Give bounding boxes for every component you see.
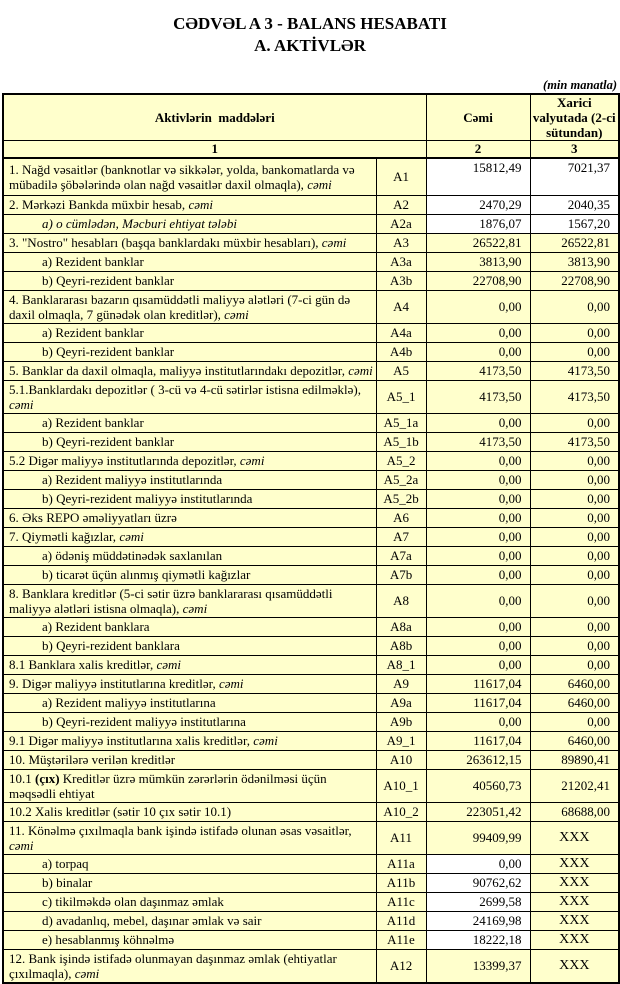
row-foreign: 0,00 <box>530 527 619 546</box>
row-total: 0,00 <box>426 617 530 636</box>
row-total: 13399,37 <box>426 949 530 983</box>
row-foreign: 0,00 <box>530 617 619 636</box>
row-foreign: 3813,90 <box>530 252 619 271</box>
row-total: 18222,18 <box>426 930 530 949</box>
row-code: A8_1 <box>376 655 426 674</box>
label-text: cəmi <box>307 176 332 192</box>
row-code: A7 <box>376 527 426 546</box>
table-row <box>3 323 619 342</box>
label-text: cəmi <box>9 837 34 853</box>
table-row <box>3 546 619 565</box>
row-foreign: 6460,00 <box>530 731 619 750</box>
label-text: cəmi <box>74 965 100 981</box>
label-text: 1. Nağd vəsaitlər (banknotlar və sikkələr, yolda, bankomatlarda və mübadilə şöbələrində olan nağd vəsaitlər daxil olmaqla), <box>9 161 355 192</box>
row-label <box>3 873 376 892</box>
label-text: a) ödəniş müddətinədək saxlanılan <box>42 548 223 563</box>
row-code: A10 <box>376 750 426 769</box>
table-row <box>3 342 619 361</box>
header-items: Aktivlərin maddələri <box>3 94 426 141</box>
row-foreign: 0,00 <box>530 489 619 508</box>
row-code: A3b <box>376 271 426 290</box>
row-code: A1 <box>376 158 426 195</box>
row-label <box>3 489 376 508</box>
label-text: a) Rezident maliyyə institutlarında <box>42 472 223 487</box>
header-total: Cəmi <box>426 94 530 141</box>
table-row <box>3 432 619 451</box>
row-label <box>3 802 376 821</box>
table-row <box>3 930 619 949</box>
label-text: b) ticarət üçün alınmış qiymətli kağızlar <box>42 567 251 582</box>
row-label <box>3 617 376 636</box>
row-foreign: 4173,50 <box>530 432 619 451</box>
row-label <box>3 892 376 911</box>
table-row <box>3 214 619 233</box>
row-total: 0,00 <box>426 470 530 489</box>
table-row <box>3 854 619 873</box>
row-total: 0,00 <box>426 290 530 323</box>
label-text: 10.2 Xalis kreditlər (sətir 10 çıx sətir 10.1) <box>9 804 232 819</box>
label-text: cəmi <box>119 529 144 544</box>
row-foreign: 4173,50 <box>530 361 619 380</box>
row-total: 90762,62 <box>426 873 530 892</box>
row-total: 0,00 <box>426 565 530 584</box>
table-row <box>3 693 619 712</box>
row-total: 11617,04 <box>426 693 530 712</box>
table-row <box>3 252 619 271</box>
row-label <box>3 930 376 949</box>
row-code: A5 <box>376 361 426 380</box>
row-label <box>3 508 376 527</box>
row-label <box>3 911 376 930</box>
table-row <box>3 489 619 508</box>
label-text: a) Rezident banklara <box>42 619 150 634</box>
row-code: A9 <box>376 674 426 693</box>
label-text: b) Qeyri-rezident banklar <box>42 273 175 288</box>
label-text: Kreditlər üzrə mümkün zərərlərin ödənilməsi üçün məqsədli ehtiyat <box>9 770 327 801</box>
table-row <box>3 413 619 432</box>
table-row <box>3 802 619 821</box>
row-foreign: 4173,50 <box>530 380 619 413</box>
row-label <box>3 271 376 290</box>
row-total: 0,00 <box>426 342 530 361</box>
row-label <box>3 413 376 432</box>
row-total: 0,00 <box>426 584 530 617</box>
row-code: A8 <box>376 584 426 617</box>
table-row <box>3 361 619 380</box>
row-label <box>3 470 376 489</box>
label-text: b) Qeyri-rezident banklara <box>42 638 180 653</box>
label-text: cəmi <box>9 396 34 412</box>
row-label <box>3 821 376 854</box>
table-row <box>3 470 619 489</box>
row-label <box>3 949 376 983</box>
row-total: 2699,58 <box>426 892 530 911</box>
label-text: cəmi <box>239 453 265 468</box>
row-total: 223051,42 <box>426 802 530 821</box>
table-row <box>3 508 619 527</box>
label-text: 5. Banklar da daxil olmaqla, maliyyə institutlarındakı depozitlər, <box>9 363 349 378</box>
row-total: 40560,73 <box>426 769 530 802</box>
row-code: A5_1a <box>376 413 426 432</box>
label-text: a) Rezident banklar <box>42 415 144 430</box>
row-foreign: 22708,90 <box>530 271 619 290</box>
label-text: 3. "Nostro" hesabları (başqa banklardakı müxbir hesabları), <box>9 235 322 250</box>
row-code: A3 <box>376 233 426 252</box>
table-row <box>3 451 619 470</box>
row-foreign: 0,00 <box>530 565 619 584</box>
table-row <box>3 271 619 290</box>
table-row <box>3 731 619 750</box>
row-foreign: 2040,35 <box>530 195 619 214</box>
row-foreign: 21202,41 <box>530 769 619 802</box>
row-code: A11b <box>376 873 426 892</box>
title-line-1: CƏDVƏL A 3 - BALANS HESABATI <box>173 14 447 33</box>
row-code: A5_2a <box>376 470 426 489</box>
row-total: 0,00 <box>426 636 530 655</box>
row-total: 0,00 <box>426 527 530 546</box>
label-text: 4. Banklararası bazarın qısamüddətli maliyyə alətləri (7-ci gün də daxil olmaqla, 7 günədək olan kreditlər), <box>9 291 351 322</box>
row-foreign: 0,00 <box>530 655 619 674</box>
label-text: cəmi <box>218 676 244 691</box>
label-text: b) Qeyri-rezident maliyyə institutlarına <box>42 714 246 729</box>
label-text: 7. Qiymətli kağızlar, <box>9 529 120 544</box>
row-foreign: 0,00 <box>530 636 619 655</box>
row-foreign: XXX <box>530 911 619 930</box>
row-code: A5_2b <box>376 489 426 508</box>
row-code: A8b <box>376 636 426 655</box>
row-code: A9a <box>376 693 426 712</box>
table-row <box>3 527 619 546</box>
label-text: b) Qeyri-rezident banklar <box>42 344 175 359</box>
row-foreign: 89890,41 <box>530 750 619 769</box>
row-label <box>3 290 376 323</box>
label-text: 5.2 Digər maliyyə institutlarında depozitlər, <box>9 453 240 468</box>
table-row <box>3 158 619 195</box>
row-code: A11c <box>376 892 426 911</box>
row-foreign: 0,00 <box>530 584 619 617</box>
row-label <box>3 854 376 873</box>
row-code: A2a <box>376 214 426 233</box>
row-total: 15812,49 <box>426 158 530 195</box>
row-total: 4173,50 <box>426 432 530 451</box>
table-row <box>3 636 619 655</box>
table-body <box>3 158 619 983</box>
table-row <box>3 290 619 323</box>
label-text: a) Rezident banklar <box>42 325 144 340</box>
page-title <box>0 13 620 57</box>
row-label <box>3 252 376 271</box>
row-total: 99409,99 <box>426 821 530 854</box>
row-code: A12 <box>376 949 426 983</box>
table-row <box>3 655 619 674</box>
label-text: 5.1.Banklardakı depozitlər ( 3-cü və 4-cü sətirlər istisna edilməklə), <box>9 381 361 397</box>
row-total: 0,00 <box>426 854 530 873</box>
label-text: (çıx) <box>35 770 60 786</box>
row-label <box>3 451 376 470</box>
label-text: 12. Bank işində istifadə olunmayan daşınmaz əmlak (ehtiyatlar çıxılmaqla), <box>9 950 337 981</box>
label-text: c) tikilməkdə olan daşınmaz əmlak <box>42 894 224 909</box>
label-text: 10.1 <box>9 770 35 786</box>
row-foreign: 6460,00 <box>530 674 619 693</box>
row-total: 0,00 <box>426 451 530 470</box>
row-foreign: 1567,20 <box>530 214 619 233</box>
row-label <box>3 195 376 214</box>
row-total: 0,00 <box>426 323 530 342</box>
label-text: 6. Əks REPO əməliyyatları üzrə <box>9 510 177 525</box>
row-total: 0,00 <box>426 508 530 527</box>
label-text: b) Qeyri-rezident maliyyə institutlarında <box>42 491 253 506</box>
row-label <box>3 361 376 380</box>
table-row <box>3 712 619 731</box>
label-text: cəmi <box>156 657 182 672</box>
row-total: 1876,07 <box>426 214 530 233</box>
row-foreign: XXX <box>530 892 619 911</box>
row-label <box>3 323 376 342</box>
row-code: A10_2 <box>376 802 426 821</box>
row-label <box>3 636 376 655</box>
column-number-row <box>3 141 619 159</box>
row-total: 24169,98 <box>426 911 530 930</box>
label-text: 11. Könəlmə çıxılmaqla bank işində istifadə olunan əsas vəsaitlər, <box>9 822 352 838</box>
row-label <box>3 674 376 693</box>
label-text: 2. Mərkəzi Bankda müxbir hesab, <box>9 197 189 212</box>
row-total: 4173,50 <box>426 361 530 380</box>
row-code: A6 <box>376 508 426 527</box>
header-foreign: Xarici valyutada (2-ci sütundan) <box>530 94 619 141</box>
row-label <box>3 731 376 750</box>
row-code: A4a <box>376 323 426 342</box>
row-label <box>3 769 376 802</box>
row-code: A7a <box>376 546 426 565</box>
row-code: A8a <box>376 617 426 636</box>
label-text: 8. Banklara kreditlər (5-ci sətir üzrə banklararası qısamüddətli maliyyə alətləri istisna olmaqla), <box>9 585 333 616</box>
table-row <box>3 617 619 636</box>
table-row <box>3 195 619 214</box>
table-row <box>3 911 619 930</box>
table-row <box>3 674 619 693</box>
row-code: A5_2 <box>376 451 426 470</box>
row-code: A5_1b <box>376 432 426 451</box>
col-number-1: 1 <box>3 141 426 159</box>
label-text: 10. Müştərilərə verilən kreditlər <box>9 752 176 767</box>
row-code: A9_1 <box>376 731 426 750</box>
title-line-2: A. AKTİVLƏR <box>254 36 366 55</box>
row-code: A11 <box>376 821 426 854</box>
row-foreign: 0,00 <box>530 290 619 323</box>
row-foreign: 0,00 <box>530 470 619 489</box>
row-code: A3a <box>376 252 426 271</box>
label-text: a) Rezident banklar <box>42 254 144 269</box>
label-text: cəmi <box>321 235 347 250</box>
row-total: 0,00 <box>426 712 530 731</box>
row-total: 4173,50 <box>426 380 530 413</box>
row-code: A11a <box>376 854 426 873</box>
label-text: a) Rezident maliyyə institutlarına <box>42 695 216 710</box>
row-total: 11617,04 <box>426 731 530 750</box>
row-label <box>3 712 376 731</box>
row-label <box>3 693 376 712</box>
table-row <box>3 584 619 617</box>
row-label <box>3 565 376 584</box>
row-label <box>3 380 376 413</box>
row-foreign: XXX <box>530 821 619 854</box>
table-row <box>3 380 619 413</box>
header-row <box>3 94 619 141</box>
row-label <box>3 584 376 617</box>
row-code: A11d <box>376 911 426 930</box>
row-label <box>3 342 376 361</box>
table-row <box>3 750 619 769</box>
table-row <box>3 821 619 854</box>
row-total: 26522,81 <box>426 233 530 252</box>
balance-table <box>2 93 620 984</box>
label-text: b) Qeyri-rezident banklar <box>42 434 175 449</box>
label-text: 8.1 Banklara xalis kreditlər, <box>9 657 157 672</box>
row-code: A5_1 <box>376 380 426 413</box>
label-text: 9. Digər maliyyə institutlarına kreditlər, <box>9 676 219 691</box>
row-total: 2470,29 <box>426 195 530 214</box>
label-text: a) o cümlədən, Məcburi ehtiyat tələbi <box>42 216 237 231</box>
label-text: e) hesablanmış köhnəlmə <box>42 932 175 947</box>
row-foreign: 68688,00 <box>530 802 619 821</box>
row-foreign: 0,00 <box>530 712 619 731</box>
row-code: A2 <box>376 195 426 214</box>
row-foreign: 26522,81 <box>530 233 619 252</box>
row-code: A4 <box>376 290 426 323</box>
unit-note: (min manatla) <box>543 78 617 92</box>
row-total: 0,00 <box>426 546 530 565</box>
row-label <box>3 432 376 451</box>
table-row <box>3 949 619 983</box>
row-total: 263612,15 <box>426 750 530 769</box>
row-total: 0,00 <box>426 655 530 674</box>
row-label <box>3 527 376 546</box>
row-label <box>3 546 376 565</box>
row-label <box>3 750 376 769</box>
label-text: cəmi <box>348 363 373 378</box>
label-text: cəmi <box>182 600 208 616</box>
row-total: 3813,90 <box>426 252 530 271</box>
row-total: 0,00 <box>426 489 530 508</box>
row-foreign: 7021,37 <box>530 158 619 195</box>
row-foreign: 0,00 <box>530 451 619 470</box>
label-text: b) binalar <box>42 875 93 890</box>
row-label <box>3 214 376 233</box>
label-text: cəmi <box>188 197 213 212</box>
row-foreign: XXX <box>530 949 619 983</box>
row-foreign: 6460,00 <box>530 693 619 712</box>
row-code: A10_1 <box>376 769 426 802</box>
row-label <box>3 655 376 674</box>
row-code: A9b <box>376 712 426 731</box>
row-foreign: 0,00 <box>530 508 619 527</box>
row-code: A4b <box>376 342 426 361</box>
col-number-2: 2 <box>426 141 530 159</box>
row-label <box>3 158 376 195</box>
table-row <box>3 769 619 802</box>
label-text: a) torpaq <box>42 856 89 871</box>
label-text: 9.1 Digər maliyyə institutlarına xalis kreditlər, <box>9 733 254 748</box>
row-foreign: 0,00 <box>530 323 619 342</box>
row-foreign: XXX <box>530 930 619 949</box>
col-number-3: 3 <box>530 141 619 159</box>
row-foreign: 0,00 <box>530 413 619 432</box>
row-foreign: 0,00 <box>530 342 619 361</box>
row-code: A11e <box>376 930 426 949</box>
table-row <box>3 565 619 584</box>
row-foreign: XXX <box>530 873 619 892</box>
row-foreign: XXX <box>530 854 619 873</box>
row-label <box>3 233 376 252</box>
table-row <box>3 873 619 892</box>
row-total: 11617,04 <box>426 674 530 693</box>
row-code: A7b <box>376 565 426 584</box>
row-foreign: 0,00 <box>530 546 619 565</box>
table-row <box>3 892 619 911</box>
row-total: 0,00 <box>426 413 530 432</box>
balance-sheet-page <box>0 13 620 981</box>
table-row <box>3 233 619 252</box>
row-total: 22708,90 <box>426 271 530 290</box>
label-text: cəmi <box>224 306 249 322</box>
label-text: d) avadanlıq, mebel, daşınar əmlak və sair <box>42 913 262 928</box>
label-text: cəmi <box>253 733 278 748</box>
